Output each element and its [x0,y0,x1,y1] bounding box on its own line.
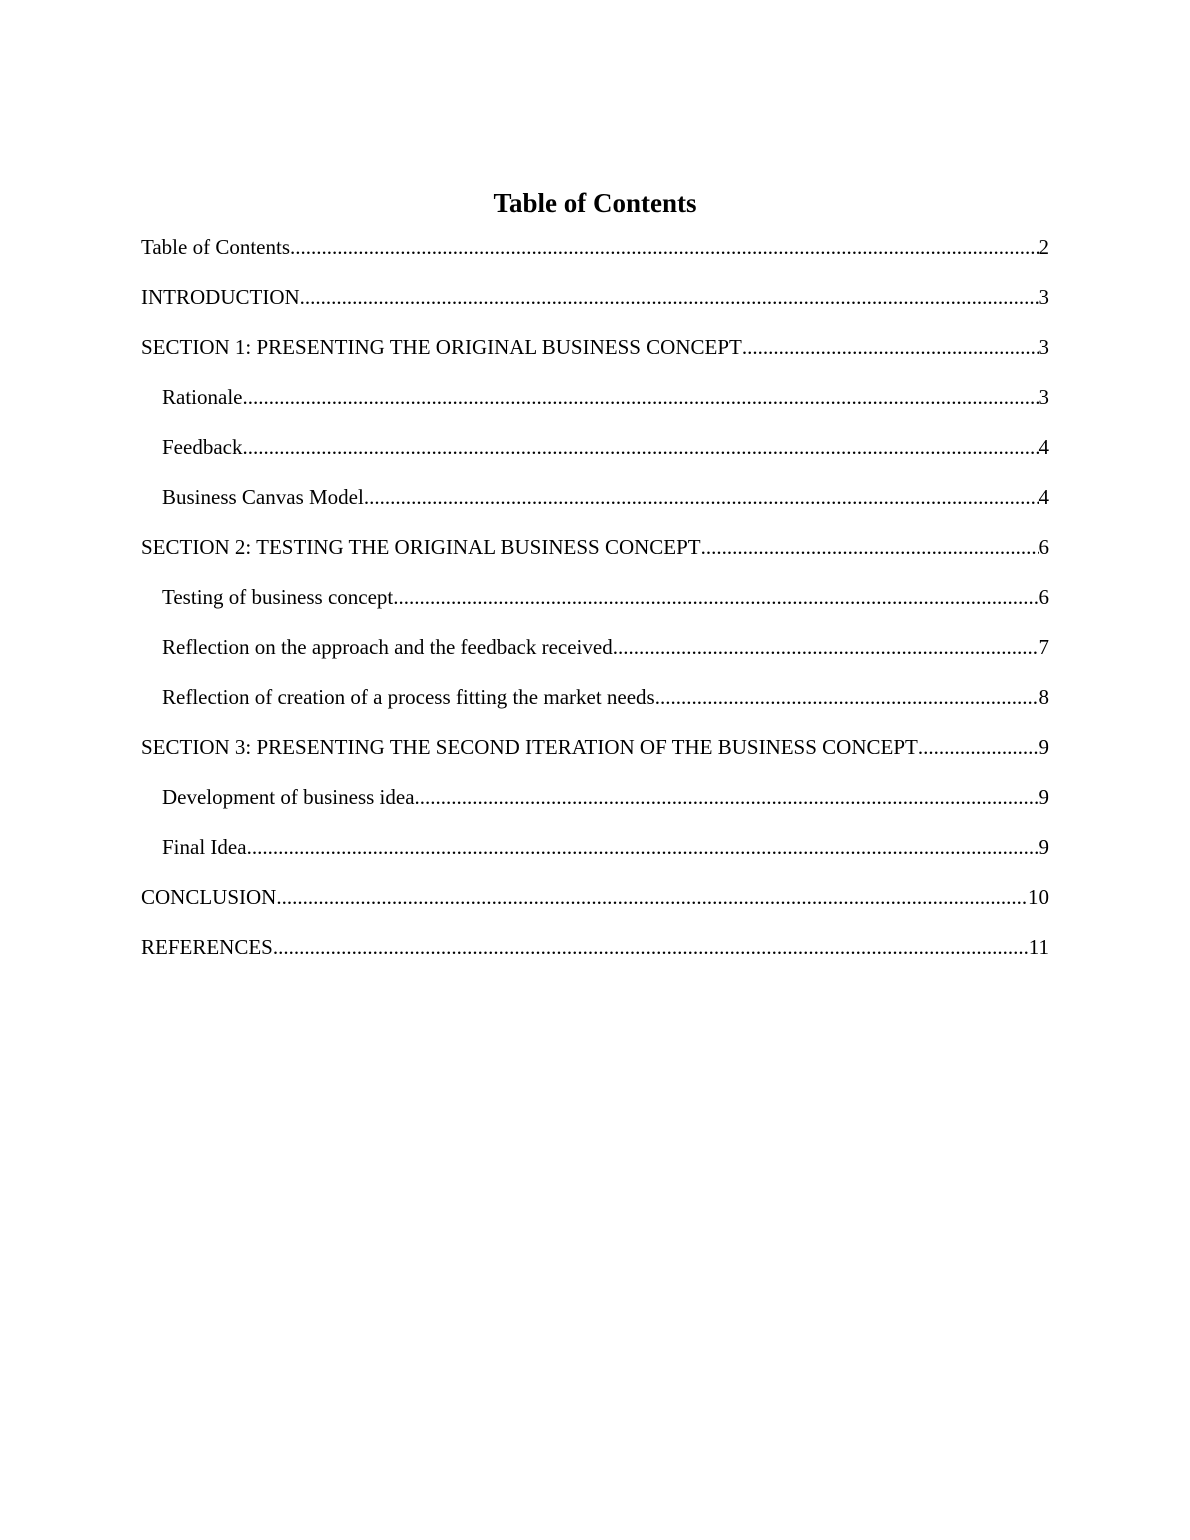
toc-dot-leader [655,680,1039,714]
toc-entry[interactable] [141,530,1049,580]
toc-entry-text: Development of business idea [162,785,415,809]
toc-dot-leader [393,580,1038,614]
toc-entry-page-number: 2 [1038,235,1049,259]
toc-dot-leader [290,230,1039,264]
toc-entry[interactable] [141,880,1049,930]
toc-dot-leader [242,430,1038,464]
toc-entry-text: SECTION 1: PRESENTING THE ORIGINAL BUSINESS CONCEPT [141,335,742,359]
toc-entry-text: Reflection of creation of a process fitting the market needs [162,685,655,709]
toc-entry[interactable] [141,330,1049,380]
toc-entry-text: REFERENCES [141,935,273,959]
toc-entry-text: CONCLUSION [141,885,277,909]
toc-subentry[interactable] [141,480,1049,530]
toc-entry-text: Rationale [162,385,243,409]
toc-entry-text: INTRODUCTION [141,285,300,309]
toc-entry[interactable] [141,930,1049,980]
toc-entry-text: Business Canvas Model [162,485,364,509]
toc-subentry[interactable] [141,430,1049,480]
toc-entry-page-number: 4 [1038,485,1049,509]
toc-subentry[interactable] [141,780,1049,830]
toc-dot-leader [364,480,1039,514]
toc-entry-text: SECTION 3: PRESENTING THE SECOND ITERATION OF THE BUSINESS CONCEPT [141,735,918,759]
toc-entry-page-number: 10 [1028,885,1049,909]
toc-entry[interactable] [141,730,1049,780]
toc-dot-leader [242,380,1038,414]
toc-entry[interactable] [141,230,1049,280]
toc-entry-text: Table of Contents [141,235,290,259]
toc-entry-page-number: 11 [1028,935,1049,959]
toc-title: Table of Contents [493,188,697,218]
toc-dot-leader [273,930,1029,964]
toc-entry-page-number: 9 [1038,835,1049,859]
toc-list [141,230,1049,980]
toc-entry-page-number: 4 [1038,435,1049,459]
toc-entry-page-number: 6 [1038,585,1049,609]
toc-dot-leader [701,530,1039,564]
toc-entry-text: SECTION 2: TESTING THE ORIGINAL BUSINESS CONCEPT [141,535,701,559]
toc-dot-leader [247,830,1039,864]
toc-entry-page-number: 8 [1038,685,1049,709]
toc-entry-text: Feedback [162,435,243,459]
toc-entry-page-number: 9 [1038,735,1049,759]
toc-entry[interactable] [141,280,1049,330]
toc-dot-leader [613,630,1039,664]
toc-entry-text: Final Idea [162,835,247,859]
toc-entry-page-number: 7 [1038,635,1049,659]
toc-subentry[interactable] [141,380,1049,430]
toc-dot-leader [415,780,1039,814]
toc-entry-page-number: 9 [1038,785,1049,809]
toc-dot-leader [300,280,1039,314]
toc-dot-leader [742,330,1039,364]
toc-entry-page-number: 3 [1038,335,1049,359]
toc-subentry[interactable] [141,830,1049,880]
toc-subentry[interactable] [141,630,1049,680]
toc-subentry[interactable] [141,580,1049,630]
toc-dot-leader [276,880,1028,914]
toc-entry-text: Reflection on the approach and the feedback received [162,635,613,659]
toc-subentry[interactable] [141,680,1049,730]
toc-entry-page-number: 6 [1038,535,1049,559]
toc-entry-page-number: 3 [1038,285,1049,309]
toc-dot-leader [918,730,1039,764]
toc-entry-text: Testing of business concept [162,585,394,609]
toc-entry-page-number: 3 [1038,385,1049,409]
